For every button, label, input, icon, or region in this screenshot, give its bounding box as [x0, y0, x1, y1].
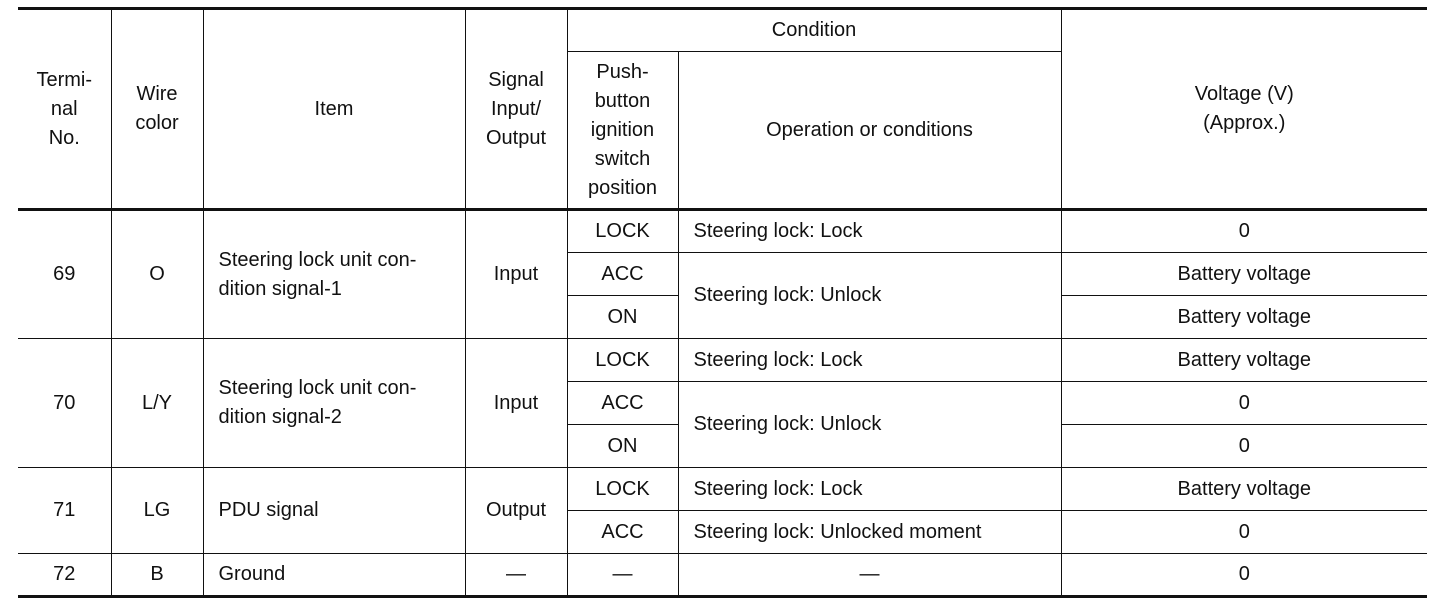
- signal-io-cell: Input: [465, 339, 567, 468]
- header-signal-io: Signal Input/ Output: [465, 9, 567, 210]
- voltage-cell: Battery voltage: [1061, 468, 1427, 511]
- signal-io-cell: Output: [465, 468, 567, 554]
- wire-color-cell: LG: [111, 468, 203, 554]
- header-wire-color: Wire color: [111, 9, 203, 210]
- terminal-table: [18, 7, 1427, 598]
- position-cell: ON: [567, 425, 678, 468]
- voltage-cell: Battery voltage: [1061, 253, 1427, 296]
- header-voltage: Voltage (V) (Approx.): [1061, 9, 1427, 210]
- operation-cell: Steering lock: Lock: [678, 339, 1061, 382]
- header-operation: Operation or conditions: [678, 52, 1061, 210]
- table-row: [18, 468, 1427, 511]
- item-cell: Steering lock unit con- dition signal-1: [203, 210, 465, 339]
- header-push-button-position: Push- button ignition switch position: [567, 52, 678, 210]
- voltage-cell: 0: [1061, 511, 1427, 554]
- operation-cell: Steering lock: Unlock: [678, 382, 1061, 468]
- terminal-cell: 70: [18, 339, 111, 468]
- item-cell: Steering lock unit con- dition signal-2: [203, 339, 465, 468]
- voltage-cell: Battery voltage: [1061, 339, 1427, 382]
- table-row: [18, 554, 1427, 597]
- terminal-cell: 71: [18, 468, 111, 554]
- table-row: [18, 339, 1427, 382]
- signal-io-cell: Input: [465, 210, 567, 339]
- position-cell: ACC: [567, 253, 678, 296]
- wire-color-cell: B: [111, 554, 203, 597]
- position-cell: ACC: [567, 511, 678, 554]
- wire-color-cell: L/Y: [111, 339, 203, 468]
- operation-cell: —: [678, 554, 1061, 597]
- operation-cell: Steering lock: Lock: [678, 468, 1061, 511]
- position-cell: ON: [567, 296, 678, 339]
- item-cell: PDU signal: [203, 468, 465, 554]
- terminal-cell: 69: [18, 210, 111, 339]
- position-cell: LOCK: [567, 339, 678, 382]
- terminal-cell: 72: [18, 554, 111, 597]
- header-item: Item: [203, 9, 465, 210]
- voltage-cell: 0: [1061, 425, 1427, 468]
- table-row: [18, 210, 1427, 253]
- voltage-cell: 0: [1061, 382, 1427, 425]
- operation-cell: Steering lock: Lock: [678, 210, 1061, 253]
- position-cell: LOCK: [567, 210, 678, 253]
- wire-color-cell: O: [111, 210, 203, 339]
- header-terminal-no: Termi- nal No.: [18, 9, 111, 210]
- operation-cell: Steering lock: Unlock: [678, 253, 1061, 339]
- voltage-cell: 0: [1061, 210, 1427, 253]
- item-cell: Ground: [203, 554, 465, 597]
- position-cell: —: [567, 554, 678, 597]
- voltage-cell: Battery voltage: [1061, 296, 1427, 339]
- header-condition: Condition: [567, 9, 1061, 52]
- operation-cell: Steering lock: Unlocked moment: [678, 511, 1061, 554]
- signal-io-cell: —: [465, 554, 567, 597]
- voltage-cell: 0: [1061, 554, 1427, 597]
- position-cell: ACC: [567, 382, 678, 425]
- position-cell: LOCK: [567, 468, 678, 511]
